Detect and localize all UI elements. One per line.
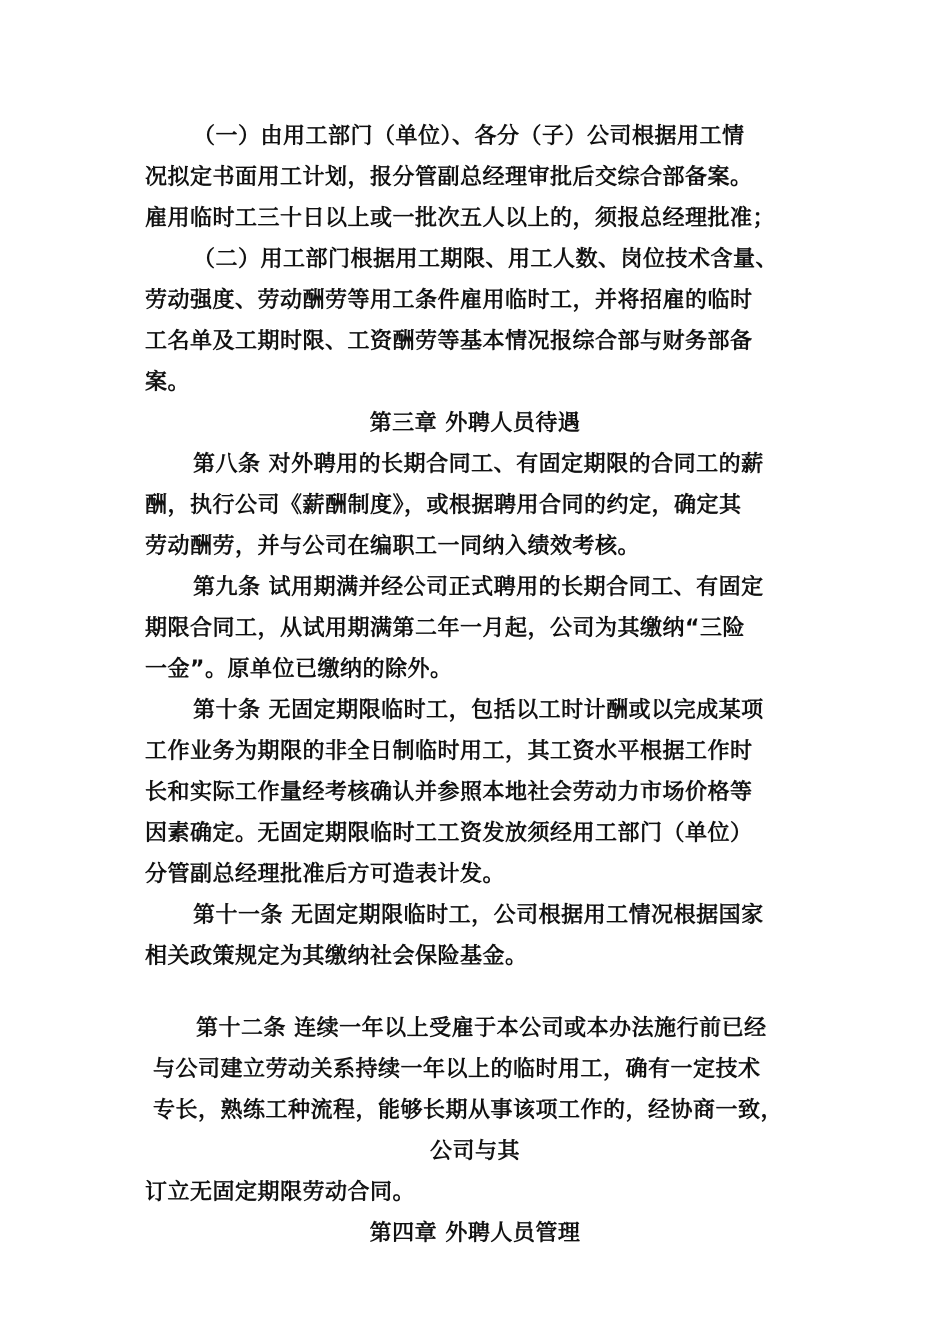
paragraph-line: 分管副总经理批准后方可造表计发。 <box>145 862 506 887</box>
paragraph-line: 专长，熟练工种流程，能够长期从事该项工作的，经协商一致， <box>153 1098 784 1123</box>
paragraph-line: （一）由用工部门（单位）、各分（子）公司根据用工情 <box>193 124 745 149</box>
paragraph-line: 订立无固定期限劳动合同。 <box>145 1180 416 1205</box>
paragraph-line: 工名单及工期时限、工资酬劳等基本情况报综合部与财务部备 <box>145 329 753 354</box>
paragraph-line: 第十一条 无固定期限临时工，公司根据用工情况根据国家 <box>193 903 764 928</box>
paragraph-line: 第九条 试用期满并经公司正式聘用的长期合同工、有固定 <box>193 575 764 600</box>
paragraph-line: 期限合同工，从试用期满第二年一月起，公司为其缴纳“三险 <box>145 616 745 641</box>
paragraph-line: 况拟定书面用工计划，报分管副总经理审批后交综合部备案。 <box>145 165 753 190</box>
paragraph-line: 长和实际工作量经考核确认并参照本地社会劳动力市场价格等 <box>145 780 753 805</box>
paragraph-line: 第八条 对外聘用的长期合同工、有固定期限的合同工的薪 <box>193 452 764 477</box>
paragraph-line: 第十二条 连续一年以上受雇于本公司或本办法施行前已经 <box>196 1016 767 1041</box>
paragraph-line: 第十条 无固定期限临时工，包括以工时计酬或以完成某项 <box>193 698 764 723</box>
paragraph-line: 案。 <box>145 370 191 395</box>
paragraph-line: 工作业务为期限的非全日制临时用工，其工资水平根据工作时 <box>145 739 753 764</box>
paragraph-line: （二）用工部门根据用工期限、用工人数、岗位技术含量、 <box>193 247 779 272</box>
paragraph-line: 劳动酬劳，并与公司在编职工一同纳入绩效考核。 <box>145 534 641 559</box>
paragraph-line: 劳动强度、劳动酬劳等用工条件雇用临时工，并将招雇的临时 <box>145 288 753 313</box>
paragraph-line: 酬，执行公司《薪酬制度》，或根据聘用合同的约定，确定其 <box>145 493 742 518</box>
paragraph-line: 一金”。原单位已缴纳的除外。 <box>145 657 453 682</box>
chapter-heading: 第四章 外聘人员管理 <box>369 1221 581 1246</box>
paragraph-line: 相关政策规定为其缴纳社会保险基金。 <box>145 944 528 969</box>
paragraph-line: 因素确定。无固定期限临时工工资发放须经用工部门（单位） <box>145 821 753 846</box>
paragraph-line: 与公司建立劳动关系持续一年以上的临时用工，确有一定技术 <box>153 1057 761 1082</box>
chapter-heading: 第三章 外聘人员待遇 <box>369 411 581 436</box>
paragraph-line: 雇用临时工三十日以上或一批次五人以上的，须报总经理批准； <box>145 206 776 231</box>
paragraph-line: 公司与其 <box>429 1139 520 1164</box>
